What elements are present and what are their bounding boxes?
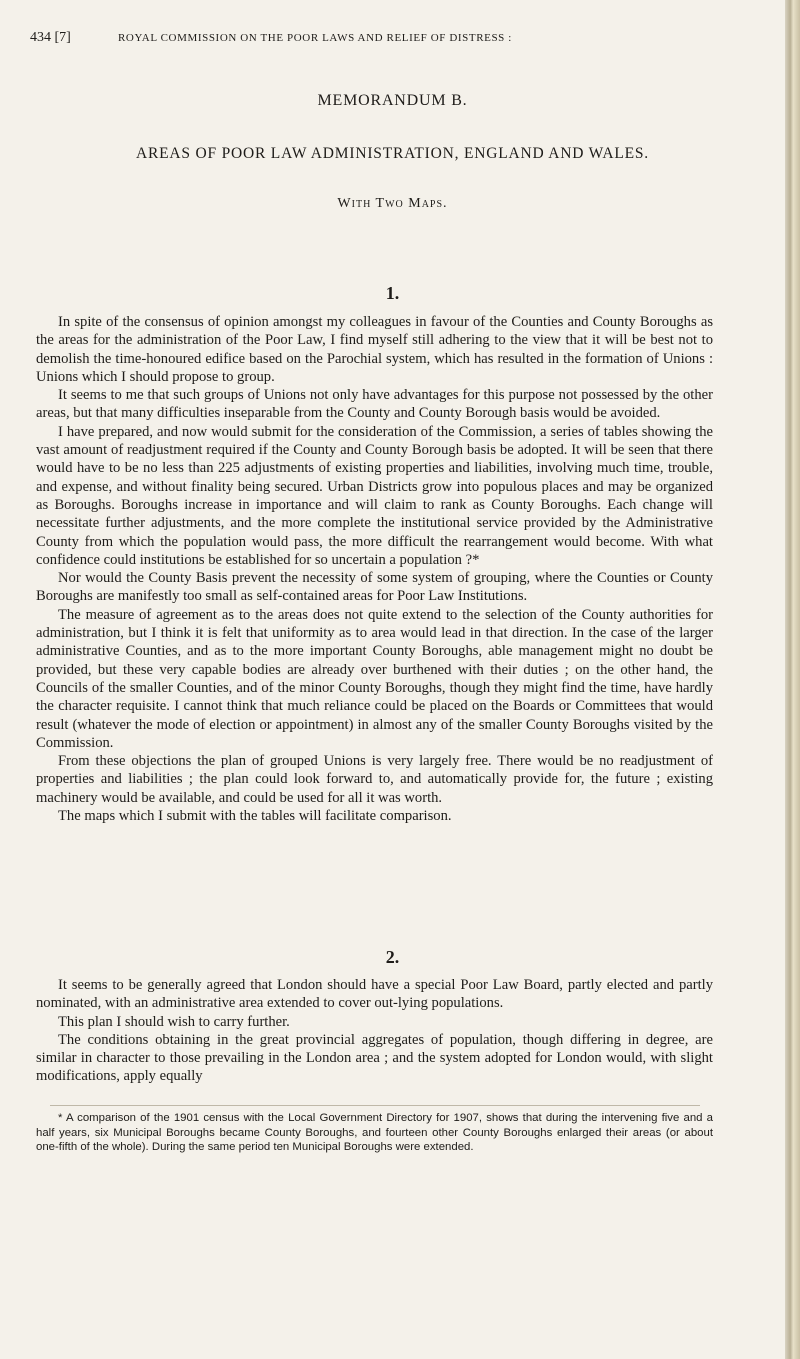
subtitle: With Two Maps. (337, 196, 448, 211)
page-edge-binding (785, 0, 800, 1359)
memorandum-title: MEMORANDUM B. (317, 92, 468, 109)
paragraph: The maps which I submit with the tables will facilitate comparison. (58, 808, 452, 825)
section-1-body (36, 313, 713, 825)
paragraph: The conditions obtaining in the great provincial aggregates of population, though differing in degree, are similar in character to those prevailing in the London area ; and the system adopted for London would, with slight modifications, apply equally (36, 1031, 713, 1085)
page-header (30, 30, 750, 52)
paragraph: I have prepared, and now would submit for the consideration of the Commission, a series of tables showing the vast amount of readjustment required if the County and County Borough basis be adopted. It will be seen that there would have to be no less than 225 adjustments of existing properties and liabilities, involving much time, trouble, and expense, and without finality being secured. Urban Districts grow into populous places and may be organized as Boroughs. Boroughs increase in importance and will claim to rank as County Boroughs. Each change will necessitate further adjustments, and the more complete the institutional service provided by the Administrative County from which the population would pass, the more difficult the rearrangement would become. With what confidence could institutions be established for so uncertain a population ?* (36, 423, 713, 568)
footnote-text: * A comparison of the 1901 census with the Local Government Directory for 1907, shows that during the intervening five and a half years, six Municipal Boroughs became County Boroughs, and fourteen other County Boroughs enlarged their areas (or about one-fifth of the whole). During the same period ten Municipal Boroughs were extended. (36, 1112, 713, 1153)
section-number: 1. (385, 283, 400, 303)
paragraph: The measure of agreement as to the areas does not quite extend to the selection of the County authorities for administration, but I think it is felt that uniformity as to area would lead in that direction. In the case of the larger administrative Counties, and as to the more important County Boroughs, able management might no doubt be provided, but these very capable bodies are already over burthened with their duties ; on the other hand, the Councils of the smaller Counties, and of the minor County Boroughs, though they might find the time, have hardly the character requisite. I cannot think that much reliance could be placed on the Boards or Committees that would result (whatever the mode of election or appointment) in almost any of the smaller County Boroughs visited by the Commission. (36, 606, 713, 751)
paragraph: This plan I should wish to carry further. (58, 1013, 290, 1030)
main-title: AREAS OF POOR LAW ADMINISTRATION, ENGLAND AND WALES. (136, 145, 649, 162)
section-2-body (36, 976, 713, 1086)
footnote-divider (50, 1105, 700, 1106)
paragraph: It seems to me that such groups of Unions not only have advantages for this purpose not possessed by the other areas, but that many difficulties inseparable from the County and County Borough basis would be avoided. (36, 387, 713, 422)
paragraph: It seems to be generally agreed that London should have a special Poor Law Board, partly elected and partly nominated, with an administrative area extended to cover out-lying populations. (36, 977, 713, 1012)
running-title: ROYAL COMMISSION ON THE POOR LAWS AND RELIEF OF DISTRESS : (118, 32, 512, 44)
paragraph: In spite of the consensus of opinion amongst my colleagues in favour of the Counties and County Boroughs as the areas for the administration of the Poor Law, I find myself still adhering to the view that it will be best not to demolish the time-honoured edifice based on the Parochial system, which has resulted in the formation of Unions : Unions which I should propose to group. (36, 314, 713, 385)
section-number: 2. (385, 947, 400, 967)
paragraph: Nor would the County Basis prevent the necessity of some system of grouping, where the Counties or County Boroughs are manifestly too small as self-contained areas for Poor Law Institutions. (36, 570, 713, 605)
paragraph: From these objections the plan of grouped Unions is very largely free. There would be no readjustment of properties and liabilities ; the plan could look forward to, and automatically provide for, the future ; existing machinery would be available, and could be used for all it was worth. (36, 753, 713, 806)
footnote (36, 1111, 713, 1155)
page-number: 434 [7] (30, 30, 71, 45)
